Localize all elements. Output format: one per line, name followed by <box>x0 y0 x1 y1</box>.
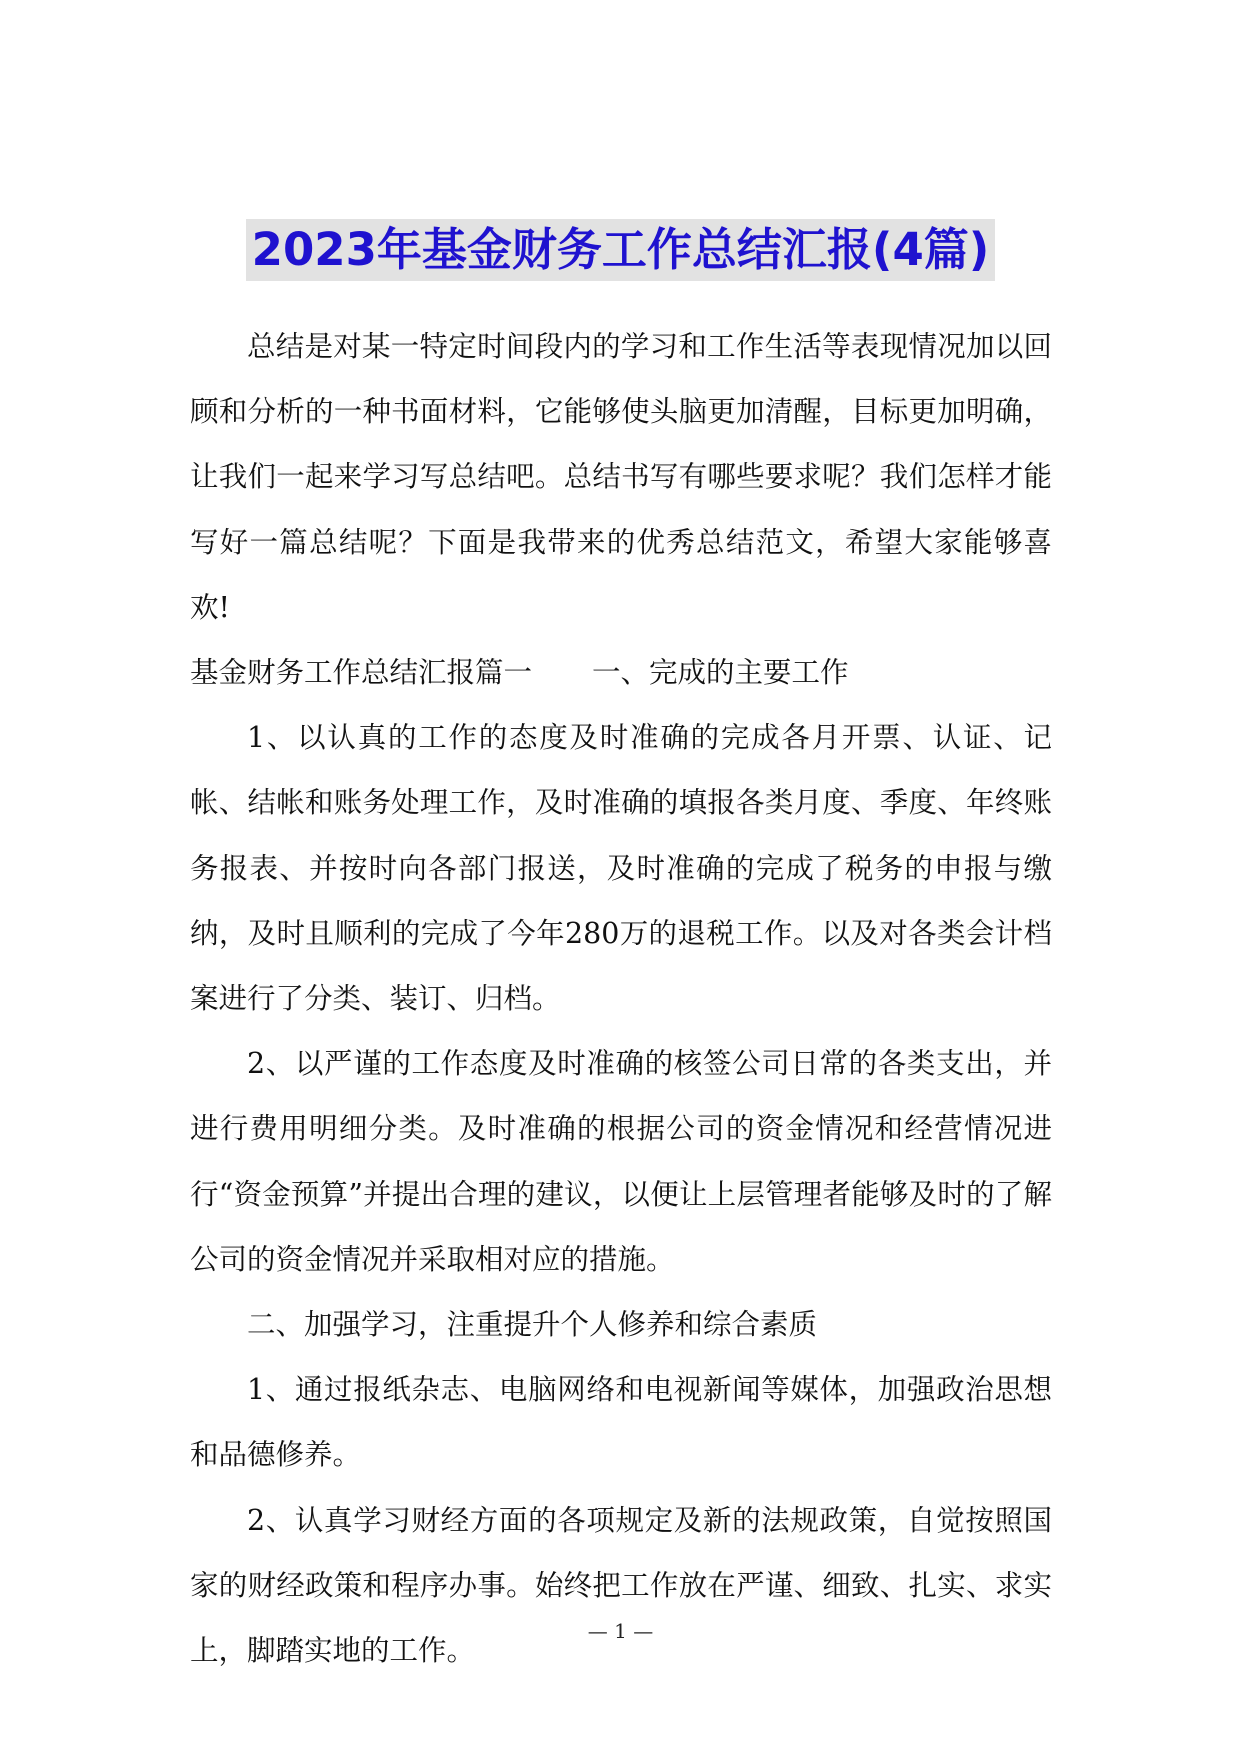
paragraph-item-2-1: 1、通过报纸杂志、电脑网络和电视新闻等媒体，加强政治思想和品德修养。 <box>190 1373 1052 1472</box>
sub-heading-completed-work: 一、完成的主要工作 <box>592 656 849 690</box>
document-body <box>190 314 1052 1683</box>
section-heading: 基金财务工作总结汇报篇一 <box>190 656 533 690</box>
page-number: — 1 — <box>587 1619 654 1643</box>
paragraph-item-1-1: 1、以认真的工作的态度及时准确的完成各月开票、认证、记帐、结帐和账务处理工作，及时准确的填报各类月度、季度、年终账务报表、并按时向各部门报送，及时准确的完成了税务的申报与缴纳，及时且顺利的完成了今年280万的退税工作。以及对各类会计档案进行了分类、装订、归档。 <box>190 721 1052 1016</box>
section-heading-line <box>190 640 1052 705</box>
title-container <box>0 219 1241 281</box>
intro-paragraph: 总结是对某一特定时间段内的学习和工作生活等表现情况加以回顾和分析的一种书面材料，它能够使头脑更加清醒，目标更加明确，让我们一起来学习写总结吧。总结书写有哪些要求呢？我们怎样才能写好一篇总结呢？下面是我带来的优秀总结范文，希望大家能够喜欢! <box>190 330 1052 624</box>
paragraph-item-1-2: 2、以严谨的工作态度及时准确的核签公司日常的各类支出，并进行费用明细分类。及时准确的根据公司的资金情况和经营情况进行“资金预算”并提出合理的建议，以便让上层管理者能够及时的了解公司的资金情况并采取相对应的措施。 <box>190 1047 1052 1276</box>
sub-heading-learning: 二、加强学习，注重提升个人修养和综合素质 <box>247 1308 818 1342</box>
document-title: 2023年基金财务工作总结汇报(4篇) <box>246 219 996 281</box>
paragraph-item-2-2: 2、认真学习财经方面的各项规定及新的法规政策，自觉按照国家的财经政策和程序办事。始终把工作放在严谨、细致、扎实、求实上，脚踏实地的工作。 <box>190 1503 1052 1668</box>
